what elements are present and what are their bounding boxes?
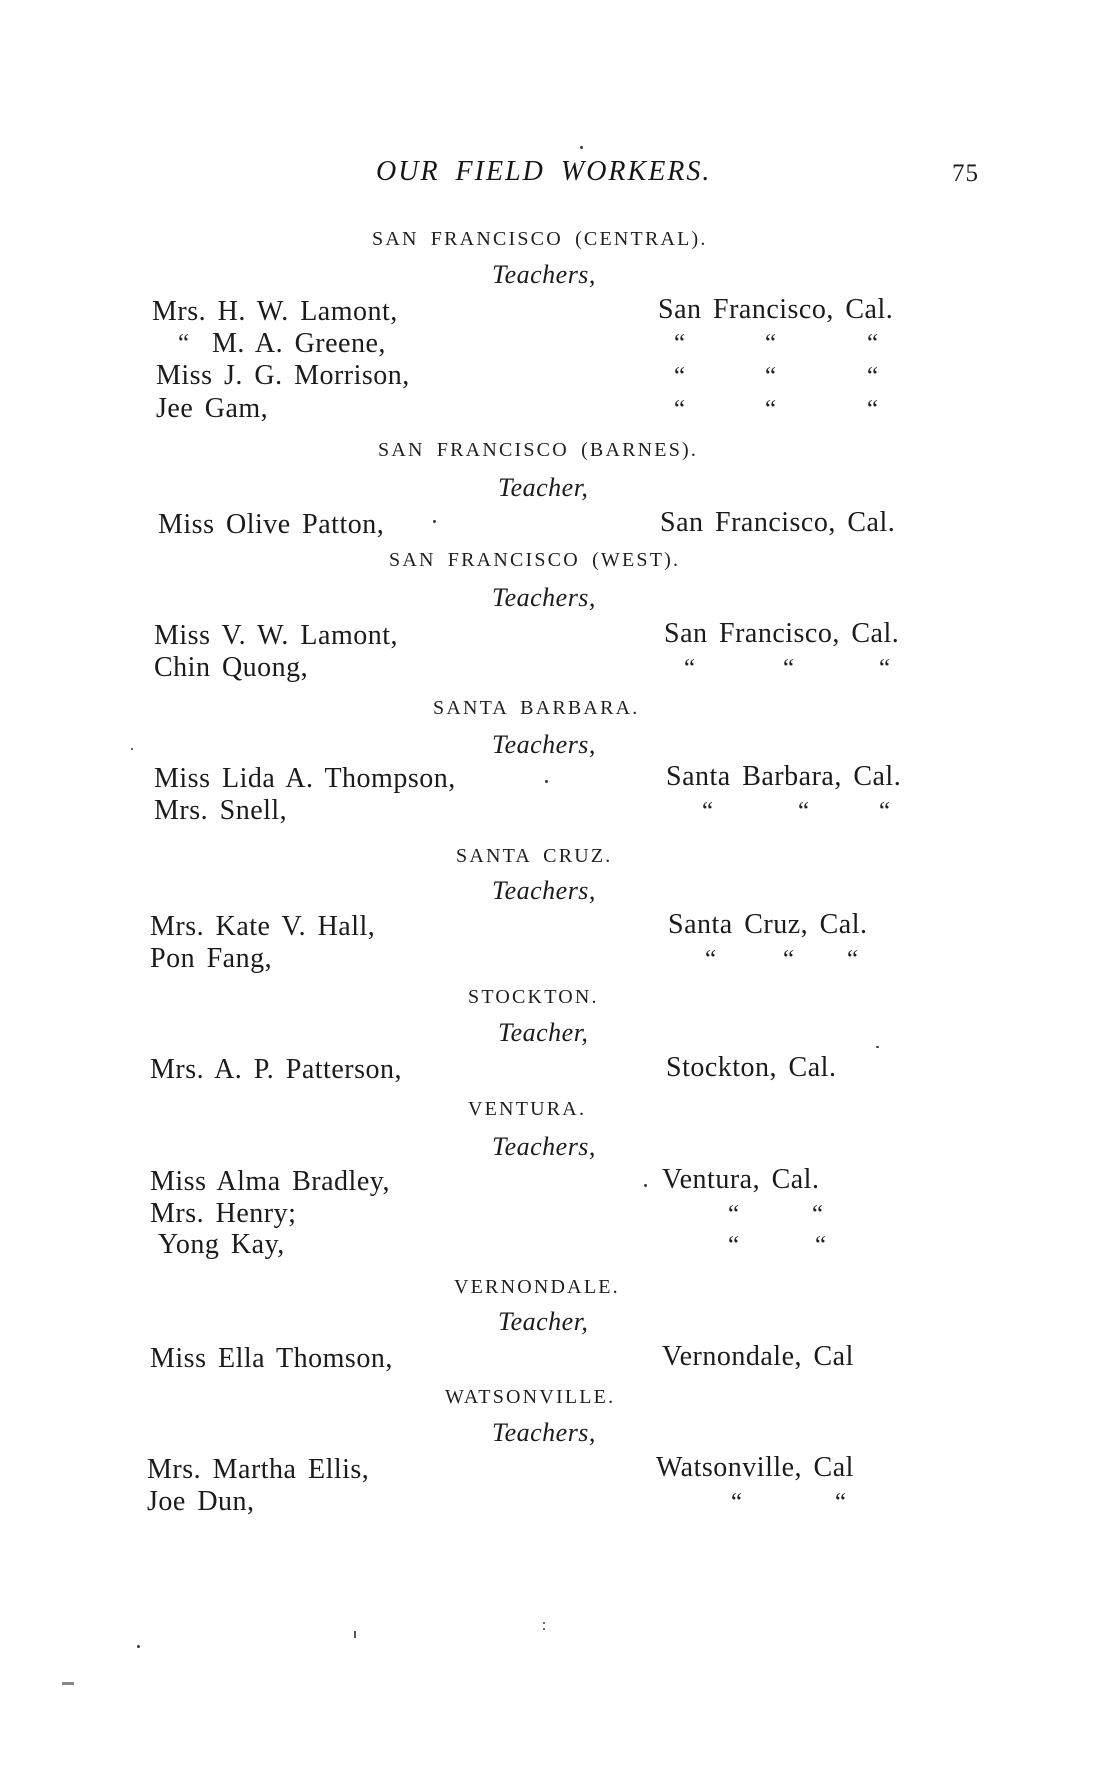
teacher-name: Pon Fang, [150, 943, 273, 974]
teacher-name: Mrs. Henry; [150, 1198, 297, 1229]
teacher-name: Mrs. Martha Ellis, [147, 1454, 370, 1485]
teacher-name: Miss Lida A. Thompson, [154, 763, 456, 794]
ditto-mark: “ [674, 330, 687, 357]
ditto-mark: “ [728, 1201, 741, 1228]
role-label: Teachers, [492, 583, 596, 612]
teacher-name: Mrs. Kate V. Hall, [150, 911, 376, 942]
ditto-mark: “ [867, 330, 880, 357]
teacher-location: San Francisco, Cal. [660, 507, 896, 538]
role-label: Teachers, [492, 876, 596, 905]
teacher-name: Miss V. W. Lamont, [154, 620, 399, 651]
ditto-mark: “ [731, 1489, 744, 1516]
section-heading-vernondale: VERNONDALE. [454, 1276, 620, 1298]
ditto-mark: “ [879, 655, 892, 682]
ditto-mark: “ [684, 655, 697, 682]
section-heading-santa-cruz: SANTA CRUZ. [456, 845, 613, 867]
teacher-name: Yong Kay, [158, 1229, 285, 1260]
teacher-location: Vernondale, Cal [662, 1341, 854, 1372]
ditto-mark: “ [798, 798, 811, 825]
section-heading-santa-barbara: SANTA BARBARA. [433, 697, 640, 719]
ink-speck [354, 1631, 356, 1638]
ink-speck [131, 748, 133, 750]
teacher-name: Miss Olive Patton, [158, 509, 385, 540]
teacher-name: Miss Alma Bradley, [150, 1166, 390, 1197]
ditto-mark: “ [178, 330, 191, 357]
ditto-mark: “ [815, 1232, 828, 1259]
teacher-location: Stockton, Cal. [666, 1052, 837, 1083]
ditto-mark: “ [674, 363, 687, 390]
ditto-mark: “ [867, 396, 880, 423]
page-title: OUR FIELD WORKERS. [376, 156, 712, 187]
role-label: Teacher, [498, 1307, 589, 1336]
role-label: Teachers, [492, 730, 596, 759]
teacher-location: San Francisco, Cal. [658, 294, 894, 325]
ink-smudge [62, 1682, 74, 1685]
page-number: 75 [952, 160, 979, 187]
ink-speck [137, 1645, 140, 1648]
ink-speck [580, 146, 583, 149]
ditto-mark: “ [812, 1201, 825, 1228]
teacher-location: Santa Barbara, Cal. [666, 761, 902, 792]
teacher-location: Watsonville, Cal [656, 1452, 854, 1483]
section-heading-ventura: VENTURA. [468, 1098, 587, 1120]
ditto-mark: “ [702, 798, 715, 825]
section-heading-stockton: STOCKTON. [468, 986, 599, 1008]
ditto-mark: “ [705, 946, 718, 973]
ink-speck [433, 520, 436, 523]
teacher-name: Mrs. Snell, [154, 795, 288, 826]
ink-speck [644, 1184, 647, 1187]
ditto-mark: “ [765, 330, 778, 357]
teacher-location: Santa Cruz, Cal. [668, 909, 868, 940]
ink-speck [545, 780, 548, 783]
teacher-name: Chin Quong, [154, 652, 309, 683]
teacher-name: Mrs. H. W. Lamont, [152, 296, 398, 327]
section-heading-watsonville: WATSONVILLE. [445, 1386, 616, 1408]
teacher-name: Jee Gam, [156, 393, 269, 424]
ditto-mark: “ [783, 655, 796, 682]
ink-speck [543, 1622, 545, 1624]
ditto-mark: “ [835, 1489, 848, 1516]
teacher-name: M. A. Greene, [212, 328, 386, 359]
teacher-name: Miss J. G. Morrison, [156, 360, 410, 391]
ditto-mark: “ [867, 363, 880, 390]
ink-speck [543, 1628, 545, 1630]
teacher-location: Ventura, Cal. [662, 1164, 820, 1195]
role-label: Teachers, [492, 1418, 596, 1447]
role-label: Teacher, [498, 1018, 589, 1047]
section-heading-sf-central: SAN FRANCISCO (CENTRAL). [372, 228, 708, 250]
ditto-mark: “ [847, 946, 860, 973]
role-label: Teachers, [492, 1132, 596, 1161]
ditto-mark: “ [765, 363, 778, 390]
teacher-location: San Francisco, Cal. [664, 618, 900, 649]
ditto-mark: “ [765, 396, 778, 423]
role-label: Teachers, [492, 260, 596, 289]
ditto-mark: “ [674, 396, 687, 423]
section-heading-sf-west: SAN FRANCISCO (WEST). [389, 549, 681, 571]
ditto-mark: “ [879, 798, 892, 825]
teacher-name: Joe Dun, [147, 1486, 255, 1517]
teacher-name: Miss Ella Thomson, [150, 1343, 393, 1374]
ink-speck [876, 1046, 879, 1048]
ditto-mark: “ [783, 946, 796, 973]
role-label: Teacher, [498, 473, 589, 502]
teacher-name: Mrs. A. P. Patterson, [150, 1054, 402, 1085]
section-heading-sf-barnes: SAN FRANCISCO (BARNES). [378, 439, 699, 461]
ditto-mark: “ [728, 1232, 741, 1259]
